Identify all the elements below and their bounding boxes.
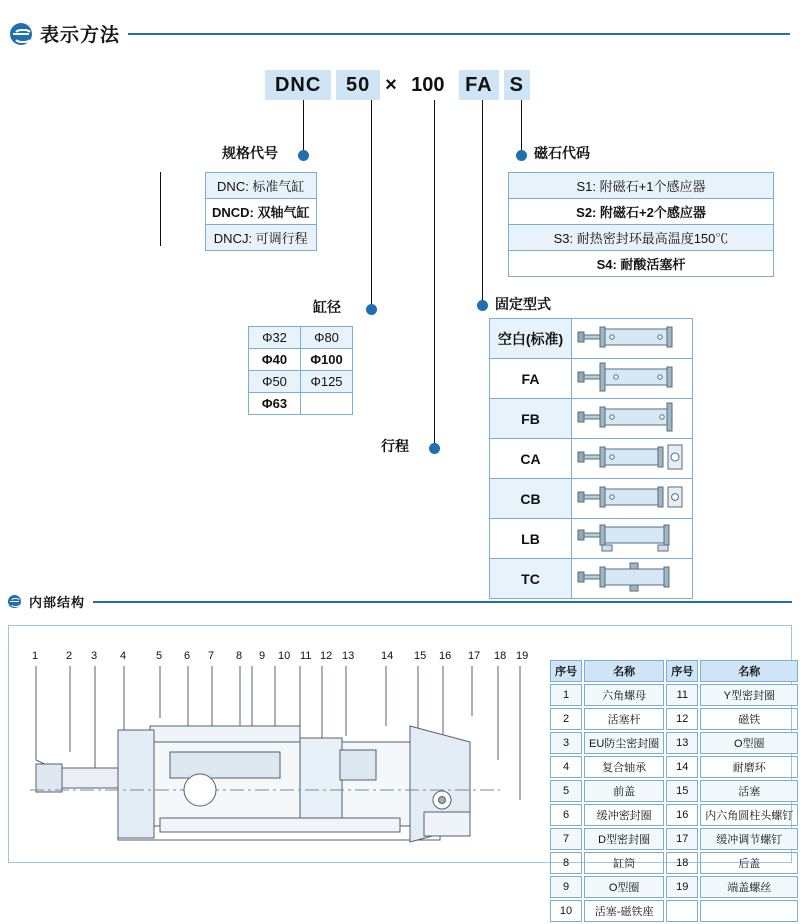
parts-cell-9-2: [666, 900, 698, 922]
parts-cell-1-2: 12: [666, 708, 698, 730]
parts-cell-7-3: 后盖: [700, 852, 798, 874]
table-row: [550, 780, 798, 802]
mount-code-4: CB: [490, 479, 572, 519]
label-spec: 规格代号: [222, 145, 278, 161]
parts-header-0: 序号: [550, 660, 582, 682]
callout-15: 15: [414, 650, 427, 662]
bore-cell-3-0: Φ63: [249, 393, 301, 415]
parts-cell-2-3: O型圈: [700, 732, 798, 754]
parts-cell-0-2: 11: [666, 684, 698, 706]
parts-header-3: 名称: [700, 660, 798, 682]
table-row: [550, 828, 798, 850]
leader-line-spec: [303, 100, 304, 156]
parts-cell-5-3: 内六角圆柱头螺钉: [700, 804, 798, 826]
header-divider-2: [93, 601, 792, 603]
mount-figure-1: [572, 359, 693, 399]
cylinder-lb-foot-icon: [572, 519, 692, 555]
parts-cell-3-2: 14: [666, 756, 698, 778]
callout-17: 17: [468, 650, 481, 662]
cylinder-standard-icon: [572, 319, 692, 355]
leader-dot-magnet: [516, 150, 527, 161]
spec-table: [205, 172, 317, 251]
mount-figure-4: [572, 479, 693, 519]
callout-11: 11: [300, 650, 312, 662]
callout-18: 18: [494, 650, 507, 662]
parts-cell-1-0: 2: [550, 708, 582, 730]
callout-16: 16: [439, 650, 452, 662]
callout-3: 3: [91, 650, 98, 662]
model-code-row: [0, 70, 800, 100]
spec-row-0: DNC: 标准气缸: [206, 173, 317, 199]
leader-line-magnet: [521, 100, 522, 156]
parts-cell-7-0: 8: [550, 852, 582, 874]
globe-icon: [10, 23, 32, 45]
parts-cell-8-3: 端盖螺丝: [700, 876, 798, 898]
cylinder-tc-trunnion-icon: [572, 559, 692, 595]
mount-code-0: 空白(标准): [490, 319, 572, 359]
parts-cell-0-0: 1: [550, 684, 582, 706]
cylinder-cb-clevis-icon: [572, 479, 692, 515]
parts-table-header-row: [550, 660, 798, 682]
section-title-representation: 表示方法: [40, 25, 121, 46]
label-stroke: 行程: [381, 438, 409, 454]
callout-8: 8: [236, 650, 243, 662]
callout-9: 9: [259, 650, 266, 662]
mount-code-3: CA: [490, 439, 572, 479]
parts-cell-5-1: 缓冲密封圈: [584, 804, 664, 826]
parts-cell-5-2: 16: [666, 804, 698, 826]
magnet-row-1: S2: 附磁石+2个感应器: [509, 199, 774, 225]
callout-1: 1: [32, 650, 39, 662]
parts-cell-4-2: 15: [666, 780, 698, 802]
header-divider: [128, 33, 790, 35]
callout-19: 19: [516, 650, 529, 662]
model-code-magnet: S: [504, 70, 530, 100]
table-row: [550, 756, 798, 778]
parts-cell-4-3: 活塞: [700, 780, 798, 802]
spec-table-left-edge: [160, 172, 161, 246]
mount-figure-5: [572, 519, 693, 559]
bore-cell-0-0: Φ32: [249, 327, 301, 349]
magnet-table: [508, 172, 774, 277]
leader-line-mount: [482, 100, 483, 306]
parts-cell-6-2: 17: [666, 828, 698, 850]
mount-figure-3: [572, 439, 693, 479]
parts-cell-9-0: 10: [550, 900, 582, 922]
parts-cell-7-1: 缸筒: [584, 852, 664, 874]
callout-4: 4: [120, 650, 127, 662]
model-code-stroke: 100: [411, 74, 445, 96]
parts-table: [548, 658, 800, 924]
table-row: [550, 708, 798, 730]
magnet-row-0: S1: 附磁石+1个感应器: [509, 173, 774, 199]
bore-cell-1-1: Φ100: [301, 349, 353, 371]
parts-cell-2-0: 3: [550, 732, 582, 754]
parts-cell-3-3: 耐磨环: [700, 756, 798, 778]
parts-cell-9-3: [700, 900, 798, 922]
bore-cell-0-1: Φ80: [301, 327, 353, 349]
section-header-representation: [10, 20, 790, 47]
magnet-row-2: S3: 耐热密封环最高温度150℃: [509, 225, 774, 251]
bore-cell-2-1: Φ125: [301, 371, 353, 393]
parts-cell-1-1: 活塞杆: [584, 708, 664, 730]
bore-cell-1-0: Φ40: [249, 349, 301, 371]
parts-cell-2-2: 13: [666, 732, 698, 754]
parts-cell-6-1: D型密封圈: [584, 828, 664, 850]
magnet-row-3: S4: 耐酸活塞杆: [509, 251, 774, 277]
mount-code-2: FB: [490, 399, 572, 439]
spec-row-2: DNCJ: 可调行程: [206, 225, 317, 251]
parts-cell-0-1: 六角螺母: [584, 684, 664, 706]
table-row: [550, 852, 798, 874]
mount-code-6: TC: [490, 559, 572, 599]
parts-cell-3-1: 复合轴承: [584, 756, 664, 778]
parts-cell-3-0: 4: [550, 756, 582, 778]
mount-figure-0: [572, 319, 693, 359]
table-row: [550, 900, 798, 922]
parts-header-2: 序号: [666, 660, 698, 682]
parts-cell-0-3: Y型密封圈: [700, 684, 798, 706]
model-code-bore: 50: [336, 70, 380, 100]
model-code-series: DNC: [265, 70, 331, 100]
leader-dot-mount: [477, 300, 488, 311]
parts-cell-5-0: 6: [550, 804, 582, 826]
callout-14: 14: [381, 650, 394, 662]
section-header-internal: [8, 592, 792, 611]
parts-cell-8-1: O型圈: [584, 876, 664, 898]
parts-cell-4-0: 5: [550, 780, 582, 802]
mount-code-5: LB: [490, 519, 572, 559]
cylinder-fb-flange-icon: [572, 399, 692, 435]
table-row: [550, 804, 798, 826]
mount-code-1: FA: [490, 359, 572, 399]
callout-7: 7: [208, 650, 215, 662]
table-row: [550, 684, 798, 706]
model-code-multiply-symbol: ×: [385, 74, 397, 96]
parts-header-1: 名称: [584, 660, 664, 682]
leader-dot-spec: [298, 150, 309, 161]
parts-cell-8-0: 9: [550, 876, 582, 898]
mount-figure-2: [572, 399, 693, 439]
leader-line-stroke: [434, 100, 435, 448]
model-code-mount: FA: [459, 70, 499, 100]
table-row: [550, 876, 798, 898]
label-bore: 缸径: [313, 299, 341, 315]
parts-cell-7-2: 18: [666, 852, 698, 874]
callout-10: 10: [278, 650, 291, 662]
leader-dot-stroke: [429, 443, 440, 454]
table-row: [550, 732, 798, 754]
label-magnet: 磁石代码: [534, 145, 590, 161]
parts-cell-1-3: 磁铁: [700, 708, 798, 730]
bore-table: [248, 326, 353, 415]
section-title-internal: 内部结构: [29, 595, 86, 610]
label-mount: 固定型式: [495, 296, 551, 312]
cylinder-ca-clevis-icon: [572, 439, 692, 475]
mount-table: [489, 318, 693, 599]
spec-row-1: DNCD: 双轴气缸: [206, 199, 317, 225]
callout-6: 6: [184, 650, 191, 662]
bore-cell-2-0: Φ50: [249, 371, 301, 393]
callout-5: 5: [156, 650, 163, 662]
parts-cell-6-0: 7: [550, 828, 582, 850]
parts-cell-2-1: EU防尘密封圈: [584, 732, 664, 754]
leader-dot-bore: [366, 304, 377, 315]
parts-cell-9-1: 活塞-磁铁座: [584, 900, 664, 922]
leader-line-bore: [371, 100, 372, 310]
bore-cell-3-1: [301, 393, 353, 415]
cylinder-fa-flange-icon: [572, 359, 692, 395]
parts-cell-4-1: 前盖: [584, 780, 664, 802]
callout-12: 12: [320, 650, 333, 662]
callout-13: 13: [342, 650, 355, 662]
callout-2: 2: [66, 650, 73, 662]
globe-icon-small: [8, 595, 21, 608]
parts-cell-8-2: 19: [666, 876, 698, 898]
parts-cell-6-3: 缓冲调节螺钉: [700, 828, 798, 850]
